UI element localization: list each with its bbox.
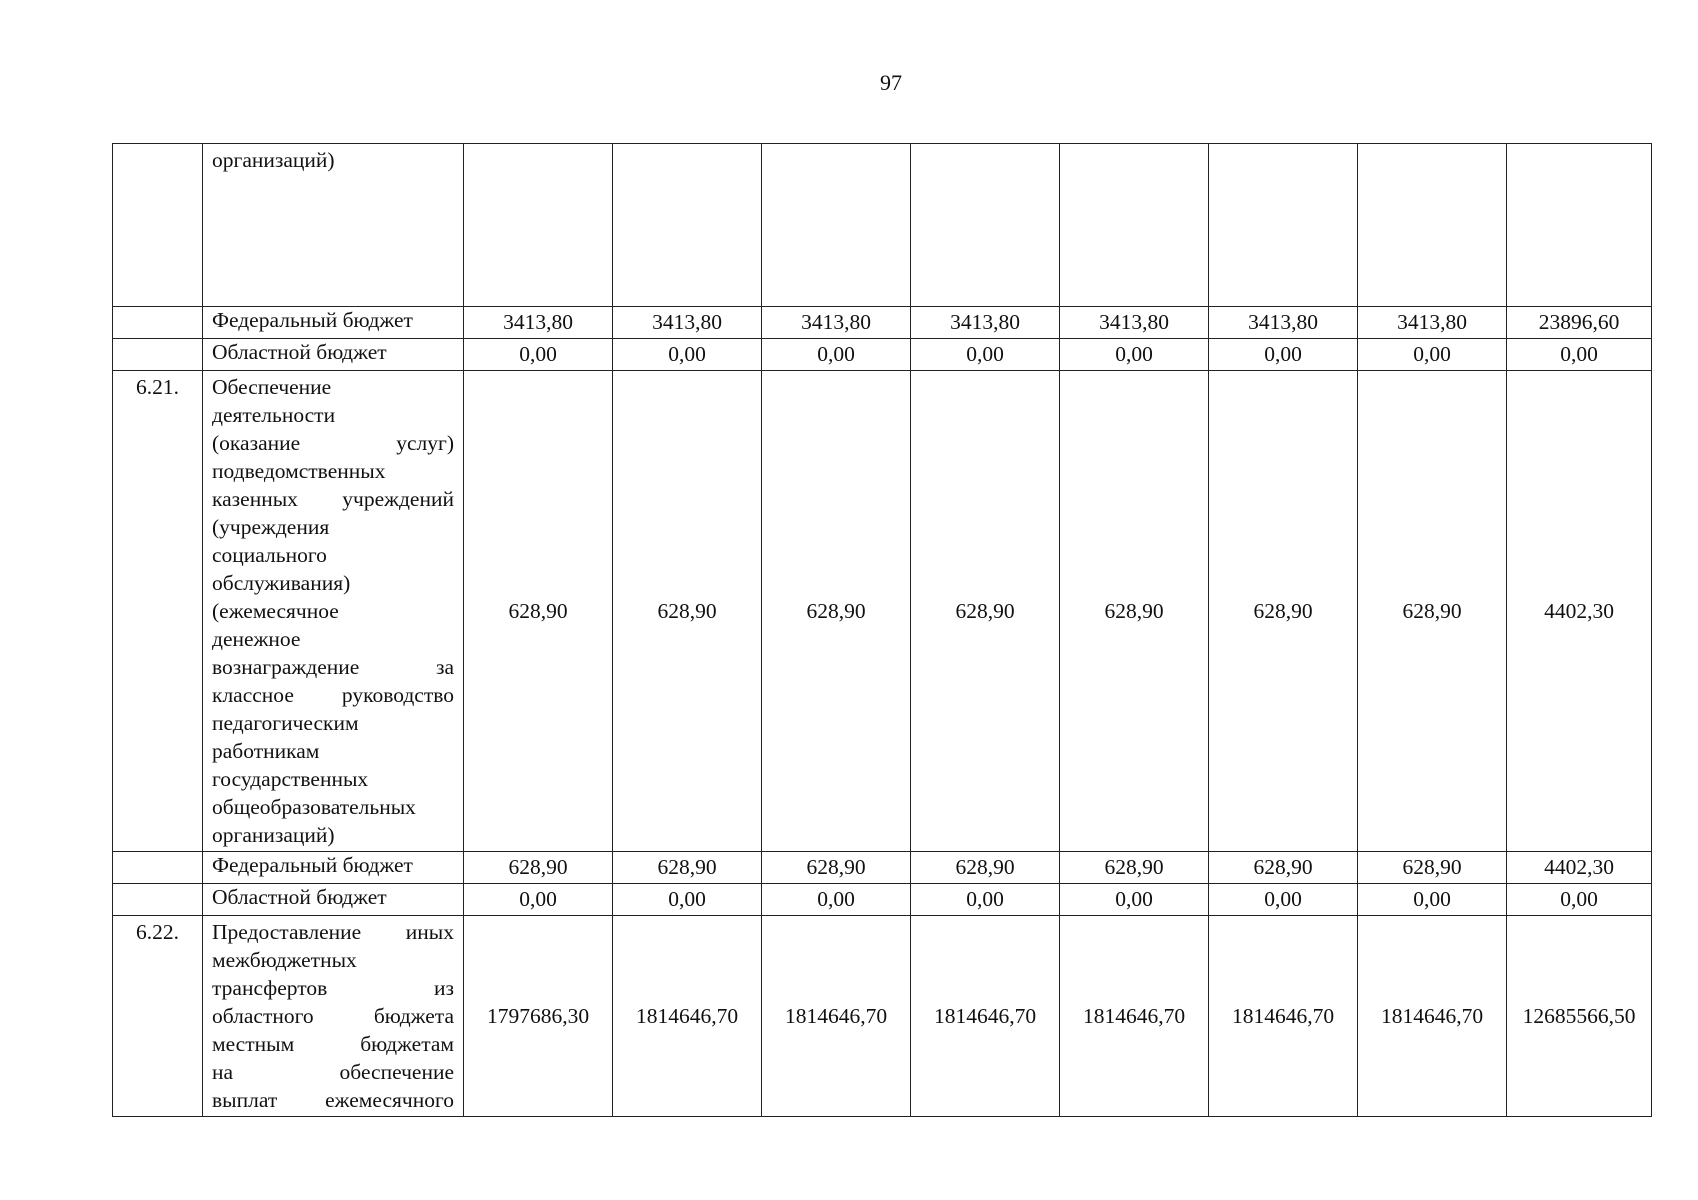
value-cell: 628,90 (464, 371, 613, 852)
row-index (113, 852, 203, 884)
value-cell: 0,00 (762, 884, 911, 916)
total-cell (1507, 144, 1652, 307)
value-cell: 0,00 (1209, 884, 1358, 916)
table-row (113, 852, 1652, 884)
description-line: Обеспечение (212, 375, 332, 399)
total-cell: 0,00 (1507, 884, 1652, 916)
description-line: на обеспечение (212, 1060, 454, 1084)
value-cell: 628,90 (1358, 852, 1507, 884)
row-index (113, 307, 203, 339)
value-cell: 628,90 (911, 852, 1060, 884)
value-cell (911, 144, 1060, 307)
value-cell: 1814646,70 (1209, 916, 1358, 1117)
budget-source-label: Федеральный бюджет (203, 852, 464, 884)
value-cell (762, 144, 911, 307)
value-cell: 3413,80 (464, 307, 613, 339)
value-cell: 0,00 (911, 339, 1060, 371)
value-cell: 1814646,70 (1358, 916, 1507, 1117)
value-cell: 1814646,70 (911, 916, 1060, 1117)
value-cell: 0,00 (1358, 339, 1507, 371)
description-line: казенных учреждений (212, 487, 454, 511)
value-cell: 3413,80 (762, 307, 911, 339)
value-cell: 3413,80 (613, 307, 762, 339)
description-line: (ежемесячное (212, 599, 339, 623)
description-line: работникам (212, 739, 320, 763)
value-cell (1209, 144, 1358, 307)
value-cell: 0,00 (762, 339, 911, 371)
description-line: выплат ежемесячного (212, 1088, 454, 1112)
description-line: межбюджетных (212, 948, 357, 972)
value-cell: 0,00 (464, 339, 613, 371)
description-line: деятельности (212, 403, 336, 427)
table-row (113, 339, 1652, 371)
row-index (113, 884, 203, 916)
total-cell: 0,00 (1507, 339, 1652, 371)
value-cell (613, 144, 762, 307)
value-cell: 3413,80 (1060, 307, 1209, 339)
description-line: местным бюджетам (212, 1032, 454, 1056)
description-line: организаций) (212, 148, 335, 172)
description-line: вознаграждение за (212, 655, 454, 679)
value-cell (1060, 144, 1209, 307)
row-index (113, 144, 203, 307)
description-line: обслуживания) (212, 571, 351, 595)
value-cell: 628,90 (1209, 371, 1358, 852)
value-cell: 3413,80 (1358, 307, 1507, 339)
description-line: трансфертов из (212, 976, 454, 1000)
value-cell: 3413,80 (911, 307, 1060, 339)
description-line: денежное (212, 627, 301, 651)
budget-source-label: Федеральный бюджет (203, 307, 464, 339)
value-cell: 0,00 (1358, 884, 1507, 916)
description-line: педагогическим (212, 711, 359, 735)
value-cell: 628,90 (1358, 371, 1507, 852)
description-line: общеобразовательных (212, 795, 416, 819)
value-cell: 0,00 (1060, 884, 1209, 916)
value-cell: 628,90 (911, 371, 1060, 852)
value-cell: 628,90 (762, 371, 911, 852)
description-line: подведомственных (212, 459, 386, 483)
value-cell: 1797686,30 (464, 916, 613, 1117)
row-index: 6.21. (113, 371, 203, 852)
value-cell: 3413,80 (1209, 307, 1358, 339)
description-line: классное руководство (212, 683, 454, 707)
value-cell: 1814646,70 (613, 916, 762, 1117)
value-cell: 628,90 (1060, 371, 1209, 852)
description-line: государственных (212, 767, 369, 791)
page-number: 97 (880, 70, 902, 95)
description-line: организаций) (212, 823, 335, 847)
value-cell: 0,00 (1060, 339, 1209, 371)
table-row (113, 371, 1652, 852)
description-line: областного бюджета (212, 1004, 454, 1028)
total-cell: 23896,60 (1507, 307, 1652, 339)
value-cell: 628,90 (1060, 852, 1209, 884)
value-cell: 1814646,70 (762, 916, 911, 1117)
row-description (203, 916, 464, 1117)
value-cell: 0,00 (911, 884, 1060, 916)
total-cell: 12685566,50 (1507, 916, 1652, 1117)
table-row (113, 884, 1652, 916)
value-cell: 628,90 (762, 852, 911, 884)
value-cell (464, 144, 613, 307)
total-cell: 4402,30 (1507, 371, 1652, 852)
value-cell: 628,90 (613, 852, 762, 884)
table-row (113, 916, 1652, 1117)
row-description (203, 144, 464, 307)
row-index (113, 339, 203, 371)
value-cell: 628,90 (464, 852, 613, 884)
description-line: Предоставление иных (212, 920, 454, 944)
row-index: 6.22. (113, 916, 203, 1117)
budget-source-label: Областной бюджет (203, 884, 464, 916)
value-cell: 1814646,70 (1060, 916, 1209, 1117)
value-cell: 0,00 (464, 884, 613, 916)
description-line: (оказание услуг) (212, 431, 454, 455)
budget-table (112, 143, 1652, 1117)
row-description (203, 371, 464, 852)
value-cell (1358, 144, 1507, 307)
total-cell: 4402,30 (1507, 852, 1652, 884)
value-cell: 0,00 (1209, 339, 1358, 371)
table-row (113, 144, 1652, 307)
value-cell: 628,90 (613, 371, 762, 852)
description-line: (учреждения (212, 515, 330, 539)
budget-source-label: Областной бюджет (203, 339, 464, 371)
description-line: социального (212, 543, 327, 567)
value-cell: 0,00 (613, 884, 762, 916)
value-cell: 628,90 (1209, 852, 1358, 884)
value-cell: 0,00 (613, 339, 762, 371)
table-row (113, 307, 1652, 339)
